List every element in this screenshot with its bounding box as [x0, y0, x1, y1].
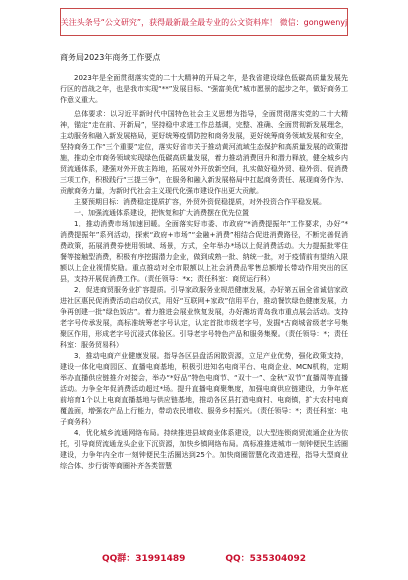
footer-qq: QQ：535304092: [225, 553, 307, 564]
paragraph-item-3: 3．推动电商产业健康发展。指导各区县盘活闲散资源，立足产业优势，强化政策支持，建设一体化电商园区、直播电商基地，积极引进知名电商平台、电商企业、MCN机构，定期举办直播供应链推介对接会，举办“*好品”特色电商节、“双十一”、金秋“双节”直播周等直播活动。力争全年促消费活动超过*场。提升直播电商聚集度，加强电商供应链建设，力争年底前培育1个以上电商直播基地与供应链基地，推动各区县打造电商村、电商镇，扩大农村电商覆盖面，增强农产品上行能力，带动农民增收、服务乡村振兴。（责任领导：*；责任科室：电子商务科）: [60, 352, 348, 426]
document-page: [60, 52, 348, 472]
footer-contact: [0, 548, 408, 566]
promo-banner: [60, 8, 348, 36]
paragraph-main-targets: 主要预期目标：消费稳定提质扩容，外贸外资促稳提质，对外投资合作平稳发展。: [74, 198, 326, 206]
promo-banner-text: 关注头条号“公文研究”，获得最新最全最专业的公文资料库！ 微信：gongwenyj: [60, 17, 348, 27]
paragraph-general-requirements: 总体要求：以习近平新时代中国特色社会主义思想为指导，全面贯彻落实党的二十大精神，锚定“走在前、开新局”，坚持稳中求进工作总基调，完整、准确、全面贯彻新发展理念，主动服务和融入新发展格局，更好统筹疫情防控和商务发展，更好统筹商务领域发展和安全，坚持商务工作“三个重要”定位，落实好省市关于推动黄河流域生态保护和高质量发展的政策措施，推动全市商务领域实现绿色低碳高质量发展，着力推动消费回升和潜力释放，健全城乡内贸流通体系，建强对外开放主阵地，拓展对外开放新空间，扎实做好稳外贸、稳外资、促消费三项工作，积极践行“三提三争”，在服务和融入新发展格局中扛起商务责任、展现商务作为、贡献商务力量，为新时代社会主义现代化强市建设作出更大贡献。: [60, 110, 348, 195]
paragraph-item-4: 4．优化城乡流通网络布局。持续推进县域商业体系建设，以大型连锁商贸流通企业为依托，引导商贸流通龙头企业下沉资源，加快乡镇网络布局。高标准推进城市一刻钟便民生活圈建设，力争年内全市一刻钟便民生活圈达到25个。加快商圈智慧化改造进程，指导大型商业综合体、步行街等商圈补齐各类智慧: [60, 429, 348, 470]
paragraph-intro: 2023年是全面贯彻落实党的二十大精神的开局之年，是我省建设绿色低碳高质量发展先行区的首战之年，也是我市实现“**”发展目标、“强富美优”城市愿景的起步之年，做好商务工作意义重大。: [60, 74, 348, 104]
paragraph-item-2: 2．促进商贸服务业扩容提质。引导家政服务业规范健康发展，办好第五届全省诚信家政进社区惠民促消费活动启动仪式，用好“互联网+家政”信用平台，推动餐饮绿色健康发展，力争再创建一批“绿色饭店”。着力推进会展业恢复发展，办好潍坊青岛我市重点展会活动。支持老字号传承发展，高标准统筹老字号认定，认定首批市级老字号，发掘*古商城省级老字号集聚区作用，形成老字号沉浸式体验区。引导老字号特色产品和服务集聚。（责任领导：*；责任科室：服务贸易科）: [60, 286, 348, 349]
footer-qq-group: QQ群：31991489: [101, 553, 186, 564]
section-heading-1: 一、加强流通体系建设，把恢复和扩大消费摆在优先位置: [74, 209, 249, 217]
paragraph-item-1: 1．推动消费市场加速回暖。全面落实好市委、市政府“*消费提振年”工作要求，办好“*消费提振年”系列活动，探索“政府+市场”“金融+消费”相结合促进消费路径，不断完善促消费政策，拓展消费券使用领域、场景，方式，全年举办*场以上促消费活动。大力提振批零住餐等接触型消费，积极有序挖掘潜力企业，做到成熟一批、纳统一批，对于疫情前有望纳入限额以上企业视情奖励。重点推动对全市限额以上社会消费品零售总额增长带动作用突出的区县，支持开展促消费工作。（责任领导：*x；责任科室：商贸运行科）: [60, 220, 348, 283]
document-title: 商务局2023年商务工作要点: [60, 53, 161, 62]
